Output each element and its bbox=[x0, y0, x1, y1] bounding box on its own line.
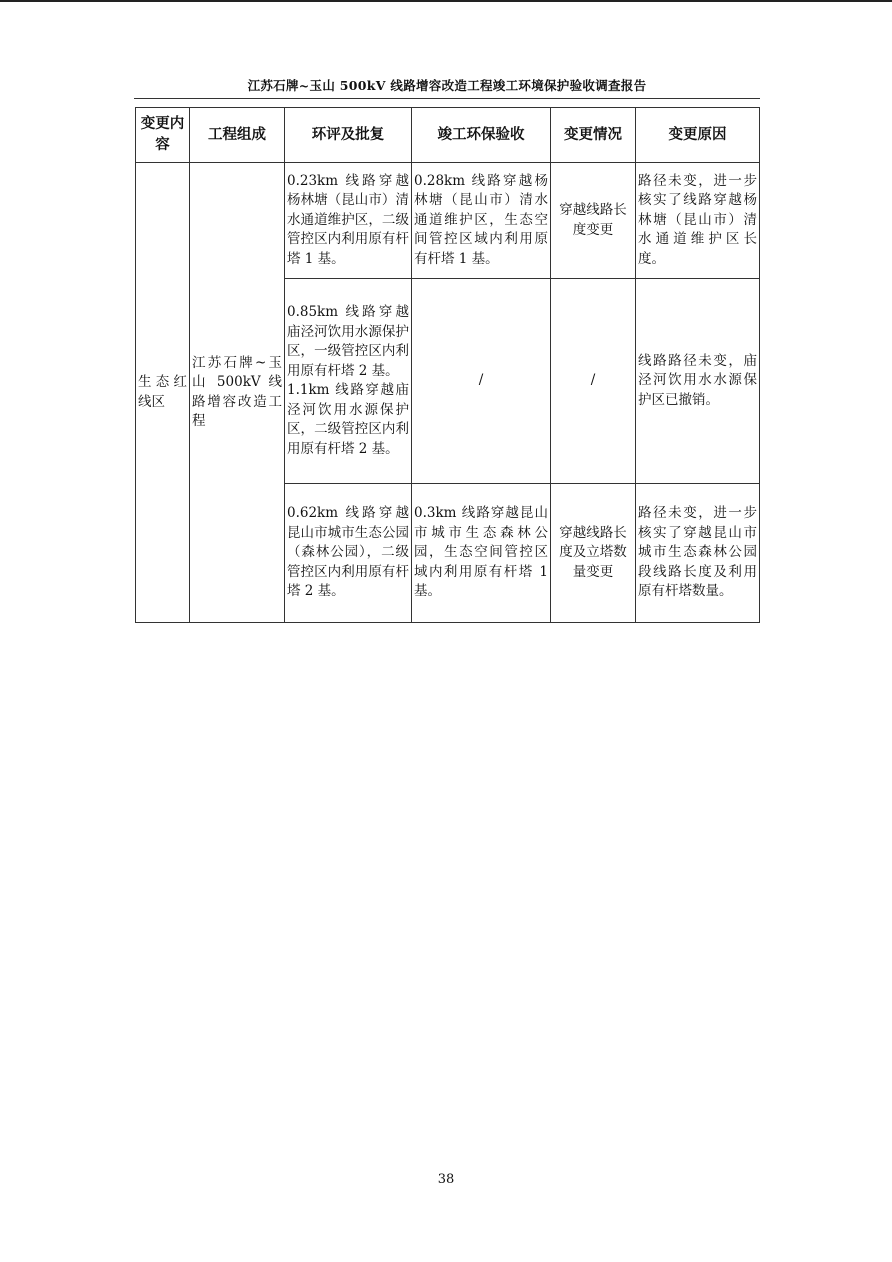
table-header-row bbox=[136, 108, 760, 163]
column-header: 工程组成 bbox=[190, 108, 285, 163]
project-cell: 江苏石牌~玉山 500kV 线路增容改造工程 bbox=[190, 163, 285, 623]
column-header: 环评及批复 bbox=[285, 108, 412, 163]
reason-cell: 路径未变，进一步核实了线路穿越杨林塘（昆山市）清水通道维护区长度。 bbox=[636, 163, 760, 279]
acceptance-cell: 0.28km 线路穿越杨林塘（昆山市）清水通道维护区，生态空间管控区域内利用原有杆塔 1 基。 bbox=[412, 163, 551, 279]
eia-cell bbox=[285, 279, 412, 484]
header-rule bbox=[134, 98, 760, 99]
page-number: 38 bbox=[437, 1172, 455, 1187]
eia-cell: 0.62km 线路穿越昆山市城市生态公园（森林公园），二级管控区内利用原有杆塔 2 基。 bbox=[285, 484, 412, 623]
column-header: 变更原因 bbox=[636, 108, 760, 163]
column-header: 变更情况 bbox=[551, 108, 636, 163]
acceptance-cell: / bbox=[412, 279, 551, 484]
top-border-line bbox=[0, 0, 892, 2]
column-header: 竣工环保验收 bbox=[412, 108, 551, 163]
change-cell: / bbox=[551, 279, 636, 484]
acceptance-cell: 0.3km 线路穿越昆山市城市生态森林公园，生态空间管控区域内利用原有杆塔 1 基。 bbox=[412, 484, 551, 623]
change-cell: 穿越线路长度变更 bbox=[551, 163, 636, 279]
change-cell: 穿越线路长度及立塔数量变更 bbox=[551, 484, 636, 623]
eia-cell: 0.23km 线路穿越杨林塘（昆山市）清水通道维护区，二级管控区内利用原有杆塔 1 基。 bbox=[285, 163, 412, 279]
reason-cell: 线路路径未变，庙泾河饮用水水源保护区已撤销。 bbox=[636, 279, 760, 484]
table-row bbox=[136, 163, 760, 279]
eia-paragraph: 0.85km 线路穿越庙泾河饮用水源保护区，一级管控区内利用原有杆塔 2 基。 bbox=[287, 304, 409, 379]
change-table bbox=[135, 107, 760, 623]
page-header-title: 江苏石牌~玉山 500kV 线路增容改造工程竣工环境保护验收调查报告 bbox=[247, 78, 647, 93]
category-cell: 生态红线区 bbox=[136, 163, 190, 623]
reason-cell: 路径未变，进一步核实了穿越昆山市城市生态森林公园段线路长度及利用原有杆塔数量。 bbox=[636, 484, 760, 623]
column-header: 变更内容 bbox=[136, 108, 190, 163]
eia-paragraph: 1.1km 线路穿越庙泾河饮用水源保护区，二级管控区内利用原有杆塔 2 基。 bbox=[287, 382, 409, 457]
